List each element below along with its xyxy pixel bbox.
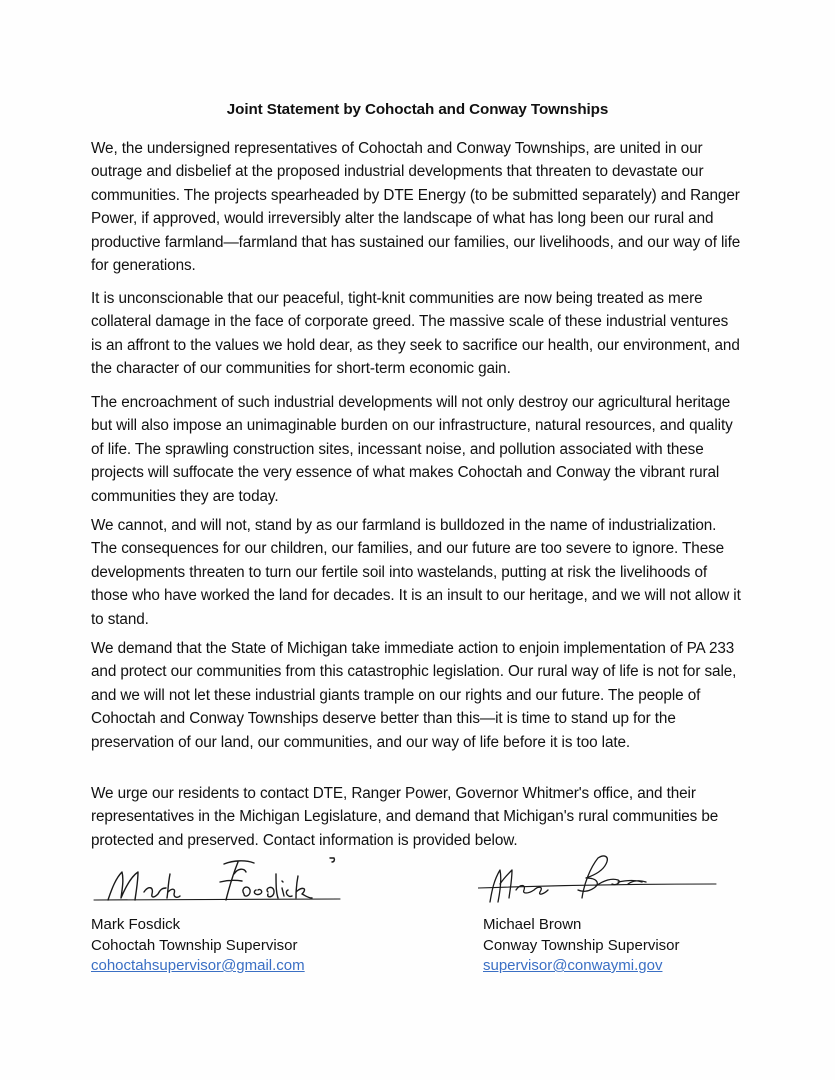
statement-title: Joint Statement by Cohoctah and Conway Townships — [226, 101, 609, 118]
handwritten-signature-right — [478, 850, 758, 918]
signer-name: Mark Fosdick — [91, 916, 181, 933]
signer-name: Michael Brown — [483, 916, 582, 933]
signer-title: Cohoctah Township Supervisor — [91, 936, 298, 954]
paragraph-6: We urge our residents to contact DTE, Ranger Power, Governor Whitmer's office, and their representatives in the Michigan Legislature, and demand that Michigan's rural communities be protected and preserved. Contact information is provided below. — [91, 785, 719, 849]
signature-michael-brown — [478, 850, 778, 918]
signer-block-left — [91, 915, 305, 977]
paragraph-5: We demand that the State of Michigan take immediate action to enjoin implementation of PA 233 and protect our communities from this catastrophic legislation. Our rural way of life is not for sale, and we will not let these industrial giants trample on our rights and our future. The people of Cohoctah and Conway Townships deserve better than this—it is time to stand up for the preservation of our land, our communities, and our way of life before it is too late. — [91, 640, 737, 751]
handwritten-signature-left — [88, 850, 368, 918]
signer-email-link[interactable]: supervisor@conwaymi.gov — [483, 957, 663, 974]
paragraph-1: We, the undersigned representatives of Cohoctah and Conway Townships, are united in our outrage and disbelief at the proposed industrial developments that threaten to devastate our communities. The projects spearheaded by DTE Energy (to be submitted separately) and Ranger Power, if approved, would irreversibly alter the landscape of what has long been our rural and productive farmland—farmland that has sustained our families, our livelihoods, and our way of life for generations. — [91, 140, 741, 275]
signature-mark-fosdick — [88, 850, 388, 918]
signer-block-right — [483, 915, 680, 977]
paragraph-4: We cannot, and will not, stand by as our farmland is bulldozed in the name of industrialization. The consequences for our children, our families, and our future are too severe to ignore. These developments threaten to turn our fertile soil into wastelands, putting at risk the livelihoods of those who have worked the land for decades. It is an insult to our heritage, and we will not allow it to stand. — [91, 517, 741, 628]
signer-email-link[interactable]: cohoctahsupervisor@gmail.com — [91, 957, 305, 974]
paragraph-3: The encroachment of such industrial developments will not only destroy our agricultural heritage but will also impose an unimaginable burden on our infrastructure, natural resources, and quality of life. The sprawling construction sites, incessant noise, and pollution associated with these projects will suffocate the very essence of what makes Cohoctah and Conway the vibrant rural communities they are today. — [91, 394, 733, 505]
signer-title: Conway Township Supervisor — [483, 936, 680, 954]
paragraph-2: It is unconscionable that our peaceful, tight-knit communities are now being treated as mere collateral damage in the face of corporate greed. The massive scale of these industrial ventures is an affront to the values we hold dear, as they seek to sacrifice our health, our environment, and the character of our communities for short-term economic gain. — [91, 290, 740, 378]
